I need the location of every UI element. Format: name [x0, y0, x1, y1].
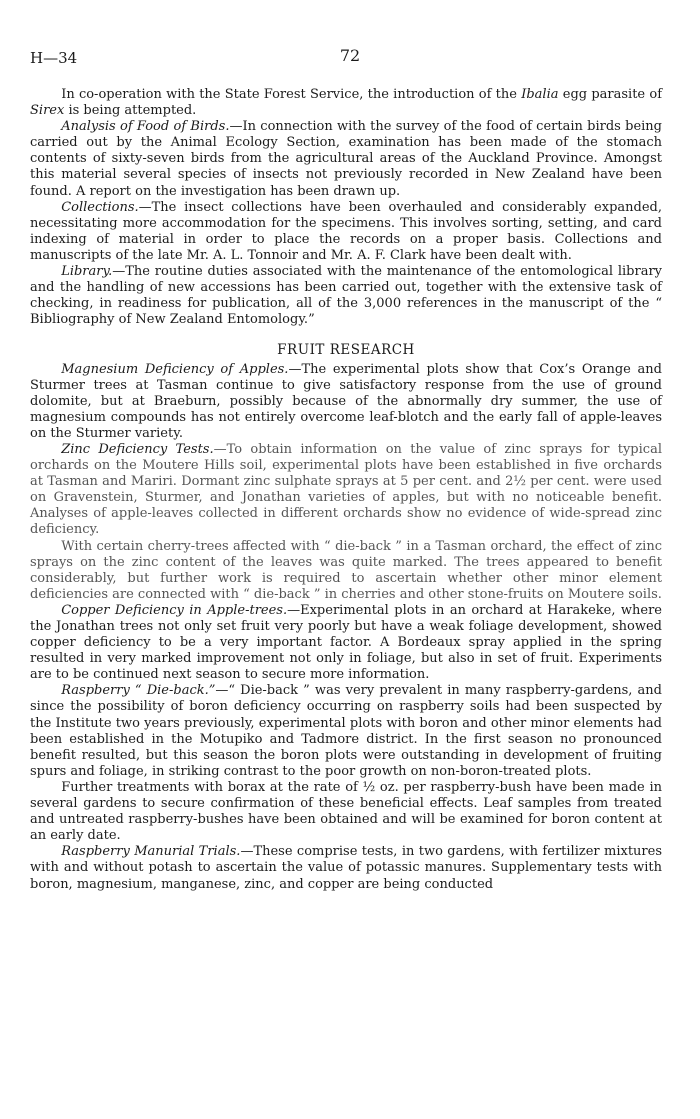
page-reference: H—34 — [30, 49, 78, 67]
paragraph-text: is being attempted. — [64, 103, 197, 119]
paragraph-text: —To obtain information on the value of zinc sprays for typical orchards on the Moutere Hills soil, experimental plots have been established in five orchards at Tasman and Mariri. Dormant zinc sulphate sprays at 5 per cent. and 2½ per cent. were used on Gravenstein, Sturmer, and Jonathan varieties of apples, but with no noticeable benefit. Analyses of apple-leaves collected in different orchards show no evidence of wide-spread zinc deficiency. — [30, 441, 662, 538]
paragraph-zinc — [30, 442, 662, 539]
paragraph-text: —The experimental plots show that Cox’s Orange and Sturmer trees at Tasman continue to give satisfactory response from the use of ground dolomite, but at Braeburn, possibly because of the abnormally dry summer, the use of magnesium compounds has not entirely overcome leaf-blotch and the early fall of apple-leaves on the Sturmer variety. — [30, 361, 662, 441]
species-name: Sirex — [30, 103, 65, 119]
paragraph-text: Further treatments with borax at the rate of ½ oz. per raspberry-bush have been made in several gardens to secure confirmation of these beneficial effects. Leaf samples from treated and untreated raspberry-bushes have been obtained and will be examined for boron content at an early date. — [30, 779, 662, 844]
paragraph-manurial — [30, 844, 662, 892]
paragraph-borax — [30, 780, 662, 844]
paragraph-cherry — [30, 539, 662, 603]
paragraph-collections — [30, 200, 662, 264]
paragraph-text: egg parasite of — [558, 87, 663, 102]
paragraph-copper — [30, 603, 662, 683]
paragraph-text: —Experimental plots in an orchard at Harakeke, where the Jonathan trees not only set fruit very poorly but have a weak foliage development, showed copper deficiency to be a very important factor. A Bordeaux spray applied in the spring resulted in very marked improvement not only in foliage, but also in set of fruit. Experiments are to be continued next season to secure more information. — [30, 602, 662, 683]
paragraph-text: In co-operation with the State Forest Service, the introduction of the — [61, 87, 522, 102]
page-number: 72 — [339, 46, 361, 65]
paragraph-text: —These comprise tests, in two gardens, with fertilizer mixtures with and without potash to ascertain the value of potassic manures. Supplementary tests with boron, magnesium, manganese, zinc, and copper are being conducted — [30, 844, 662, 892]
paragraph-ibalia — [30, 87, 662, 119]
run-in-heading: Raspberry “ Die-back.” — [61, 683, 216, 699]
paragraph-text: —In connection with the survey of the food of certain birds being carried out by the Animal Ecology Section, examination has been made of the stomach contents of sixty-seven birds from the agricultural areas of the Auckland Province. Amongst this material several species of insects not previously recorded in New Zealand have been found. A report on the investigation has been drawn up. — [30, 119, 662, 199]
paragraph-text: —“ Die-back ” was very prevalent in many raspberry-gardens, and since the possibility of boron deficiency occurring on raspberry soils had been suspected by the Institute two years previously, experimental plots with boron and other minor elements had been established in the Motupiko and Tadmore district. In the first season no pronounced benefit resulted, but this season the boron plots were outstanding in development of fruiting spurs and foliage, in striking contrast to the poor growth on non-boron-treated plots. — [30, 683, 662, 779]
paragraph-text: —The routine duties associated with the maintenance of the entomological library and the handling of new accessions has been carried out, together with the extensive task of checking, in readiness for publication, all of the 3,000 references in the manuscript of the “ Bibliography of New Zealand Entomology.” — [30, 264, 662, 328]
paragraph-text: —The insect collections have been overhauled and considerably expanded, necessitating more accommodation for the specimens. This involves sorting, setting, and card indexing of material in order to place the records on a proper basis. Collections and manuscripts of the late Mr. A. L. Tonnoir and Mr. A. F. Clark have been dealt with. — [30, 199, 662, 263]
paragraph-raspberry-dieback — [30, 683, 662, 780]
run-in-heading: Copper Deficiency in Apple-trees. — [61, 602, 288, 618]
paragraph-text: With certain cherry-trees affected with “ die-back ” in a Tasman orchard, the effect of zinc sprays on the zinc content of the leaves was quite marked. The trees appeared to benefit considerably, but further work is required to ascertain whether other minor element deficiencies are connected with “ die-back ” in cherries and other stone-fruits on Moutere soils. — [30, 538, 662, 602]
run-in-heading: Analysis of Food of Birds. — [61, 119, 230, 135]
species-name: Ibalia — [521, 87, 559, 102]
document-body — [30, 87, 662, 893]
run-in-heading: Zinc Deficiency Tests. — [61, 441, 214, 457]
run-in-heading: Raspberry Manurial Trials. — [61, 844, 241, 860]
run-in-heading: Library. — [61, 264, 113, 280]
paragraph-magnesium — [30, 362, 662, 442]
paragraph-food-of-birds — [30, 119, 662, 199]
paragraph-library — [30, 264, 662, 328]
run-in-heading: Collections. — [61, 199, 139, 215]
section-heading: FRUIT RESEARCH — [277, 342, 415, 359]
run-in-heading: Magnesium Deficiency of Apples. — [61, 361, 289, 377]
